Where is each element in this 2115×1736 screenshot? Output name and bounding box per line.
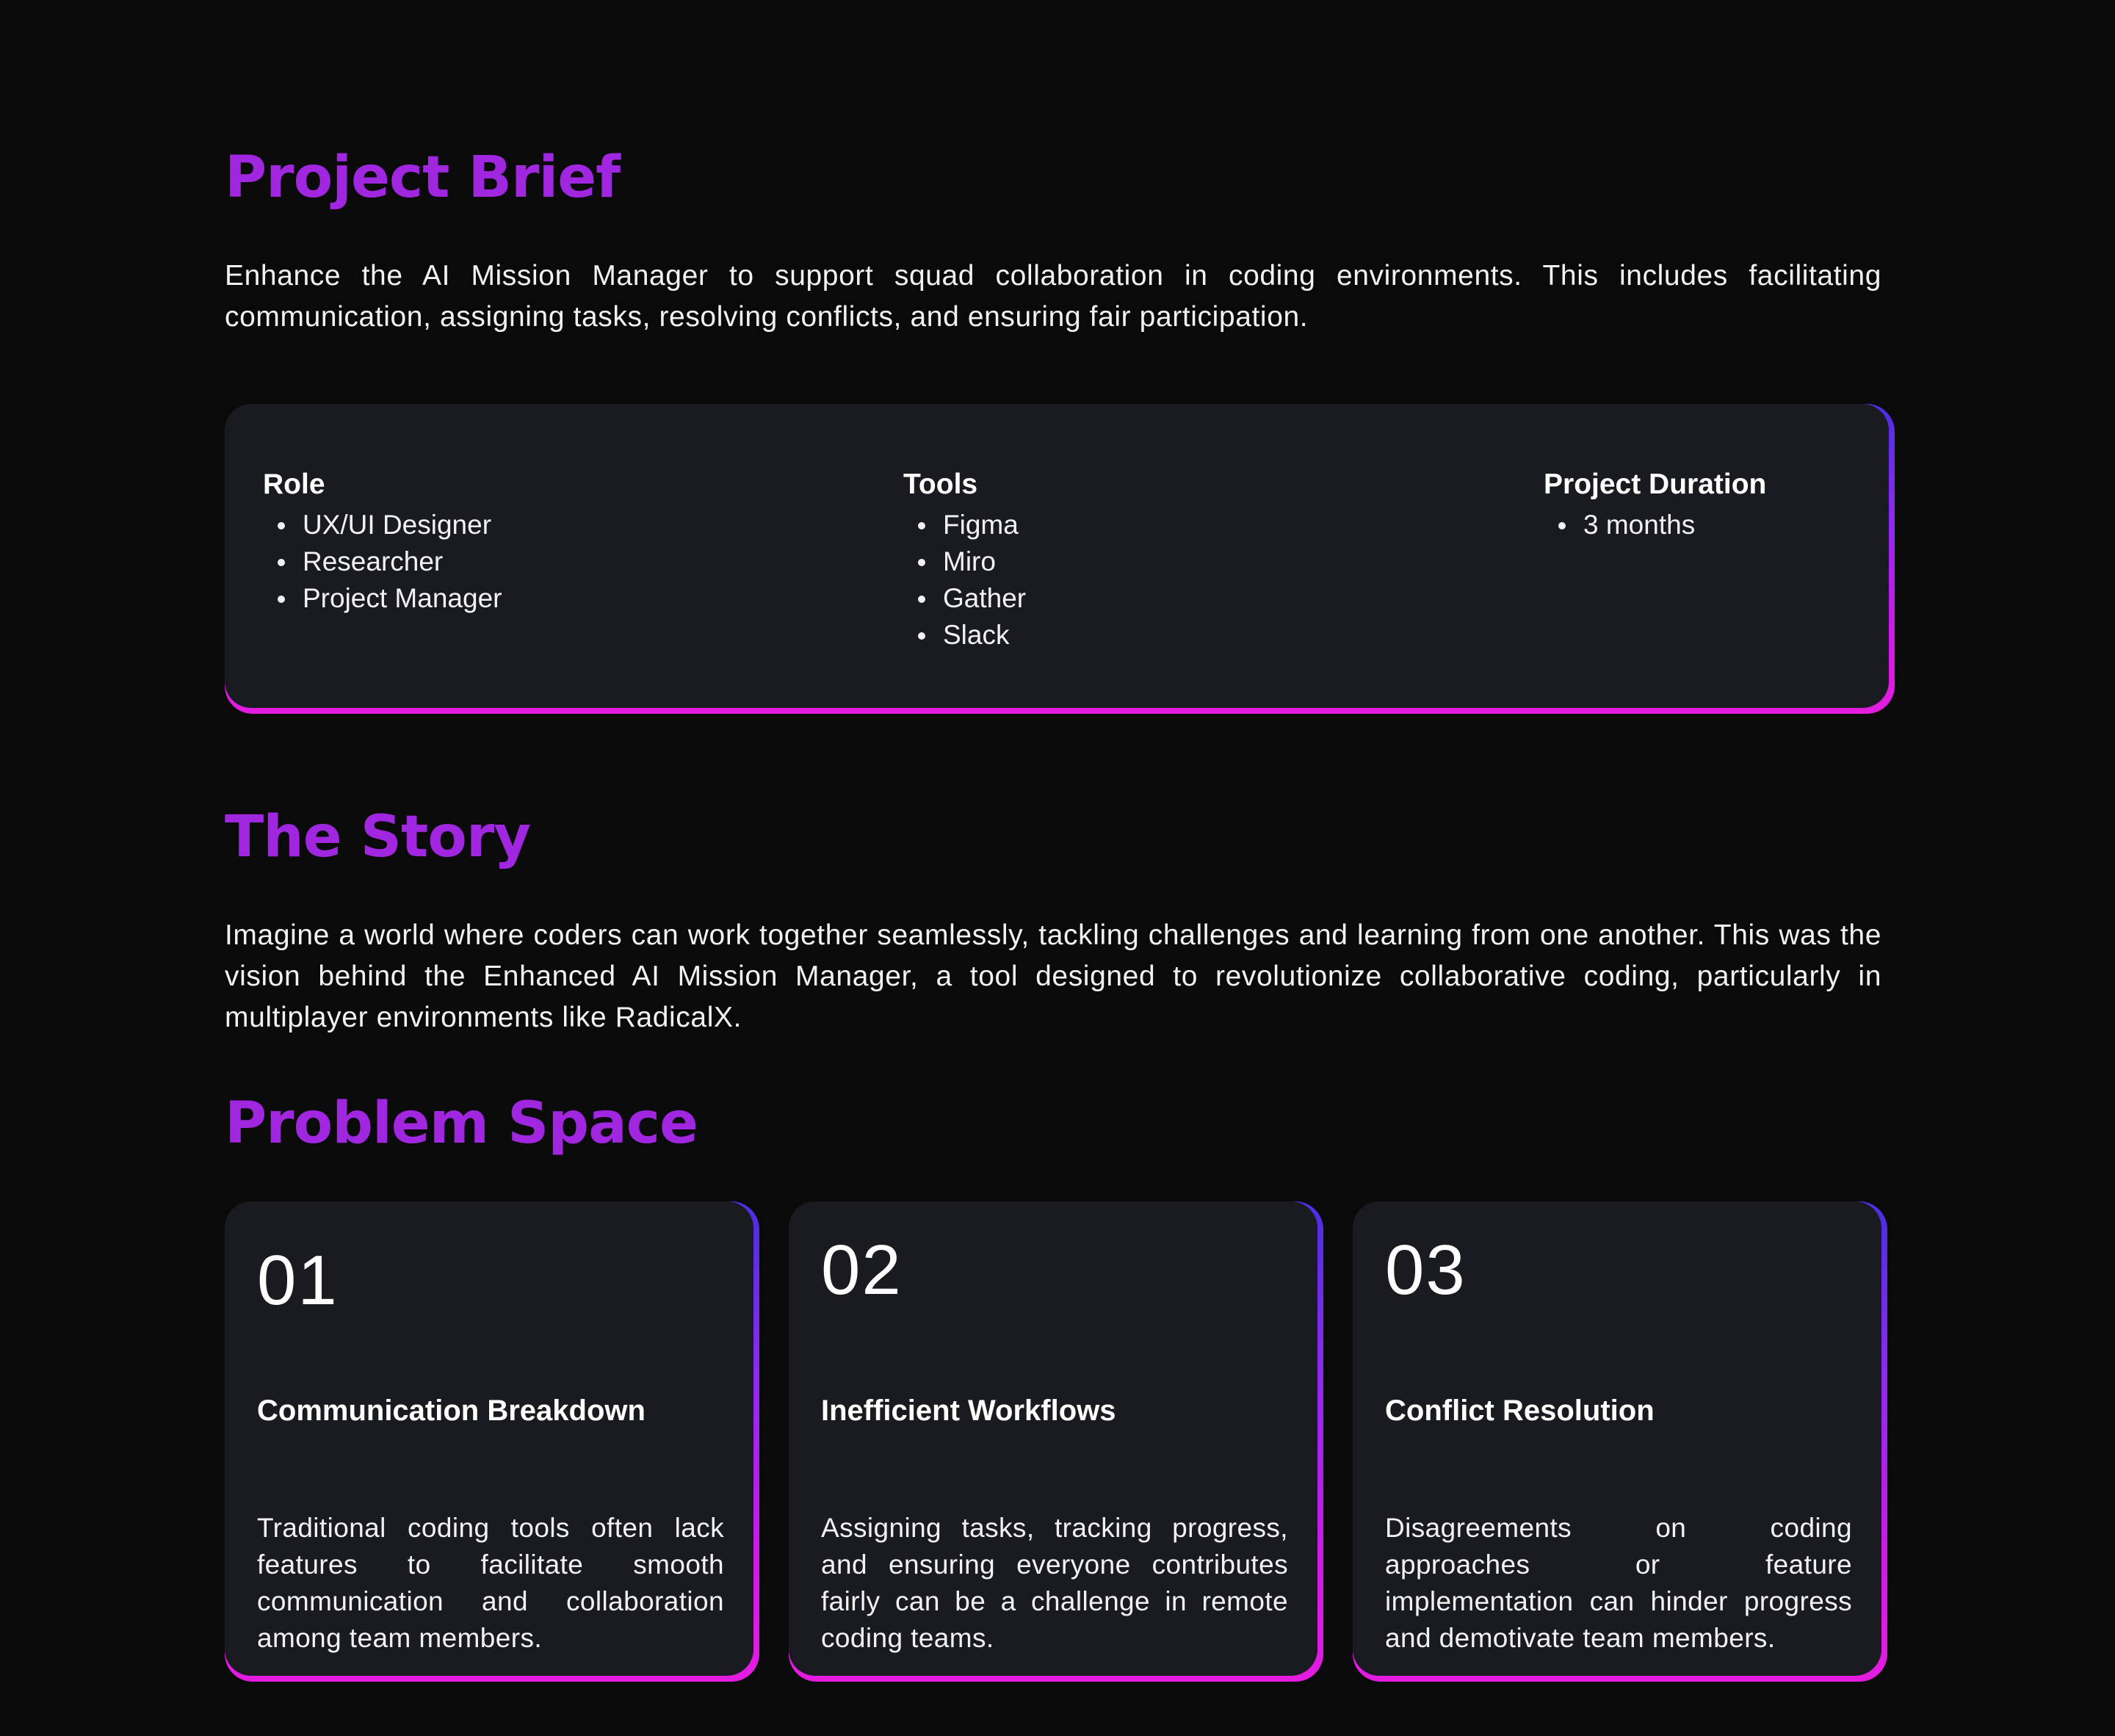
role-list [263, 507, 502, 617]
list-item: UX/UI Designer [263, 507, 502, 543]
problem-text: Traditional coding tools often lack features to facilitate smooth communication and collaboration among team members. [257, 1513, 724, 1653]
problem-card [1353, 1201, 1887, 1682]
project-brief-title: Project Brief [225, 145, 621, 211]
list-item: Project Manager [263, 580, 502, 617]
role-heading: Role [263, 469, 325, 500]
project-brief-description: Enhance the AI Mission Manager to support squad collaboration in coding environments. This includes facilitating communication, assigning tasks, resolving conflicts, and ensuring fair participation. [225, 260, 1881, 333]
problem-title: Communication Breakdown [257, 1395, 646, 1427]
problem-text: Assigning tasks, tracking progress, and ensuring everyone contributes fairly can be a challenge in remote coding teams. [821, 1513, 1288, 1653]
tools-list [903, 507, 1026, 654]
list-item: Gather [903, 580, 1026, 617]
problem-number: 03 [1385, 1231, 1467, 1309]
list-item: Researcher [263, 543, 502, 580]
tools-heading: Tools [903, 469, 978, 500]
story-text: Imagine a world where coders can work together seamlessly, tackling challenges and learning from one another. This was the vision behind the Enhanced AI Mission Manager, a tool designed to revolutionize collaborative coding, particularly in multiplayer environments like RadicalX. [225, 919, 1881, 1033]
problem-number: 02 [821, 1231, 903, 1309]
problem-card [225, 1201, 759, 1682]
project-info-card [225, 404, 1895, 714]
problem-title: Inefficient Workflows [821, 1395, 1116, 1427]
duration-list [1544, 507, 1695, 543]
problem-title: Conflict Resolution [1385, 1395, 1655, 1427]
duration-heading: Project Duration [1544, 469, 1767, 500]
list-item: Miro [903, 543, 1026, 580]
problem-card-body [1353, 1201, 1881, 1676]
story-title: The Story [225, 804, 531, 870]
problem-card-body [225, 1201, 753, 1676]
problem-number: 01 [257, 1241, 339, 1320]
problem-space-title: Problem Space [225, 1091, 698, 1157]
problem-card [789, 1201, 1323, 1682]
list-item: Slack [903, 617, 1026, 654]
list-item: 3 months [1544, 507, 1695, 543]
project-info-card-body [225, 404, 1889, 708]
problem-text: Disagreements on coding approaches or feature implementation can hinder progress and demotivate team members. [1385, 1513, 1852, 1653]
problem-card-body [789, 1201, 1317, 1676]
list-item: Figma [903, 507, 1026, 543]
